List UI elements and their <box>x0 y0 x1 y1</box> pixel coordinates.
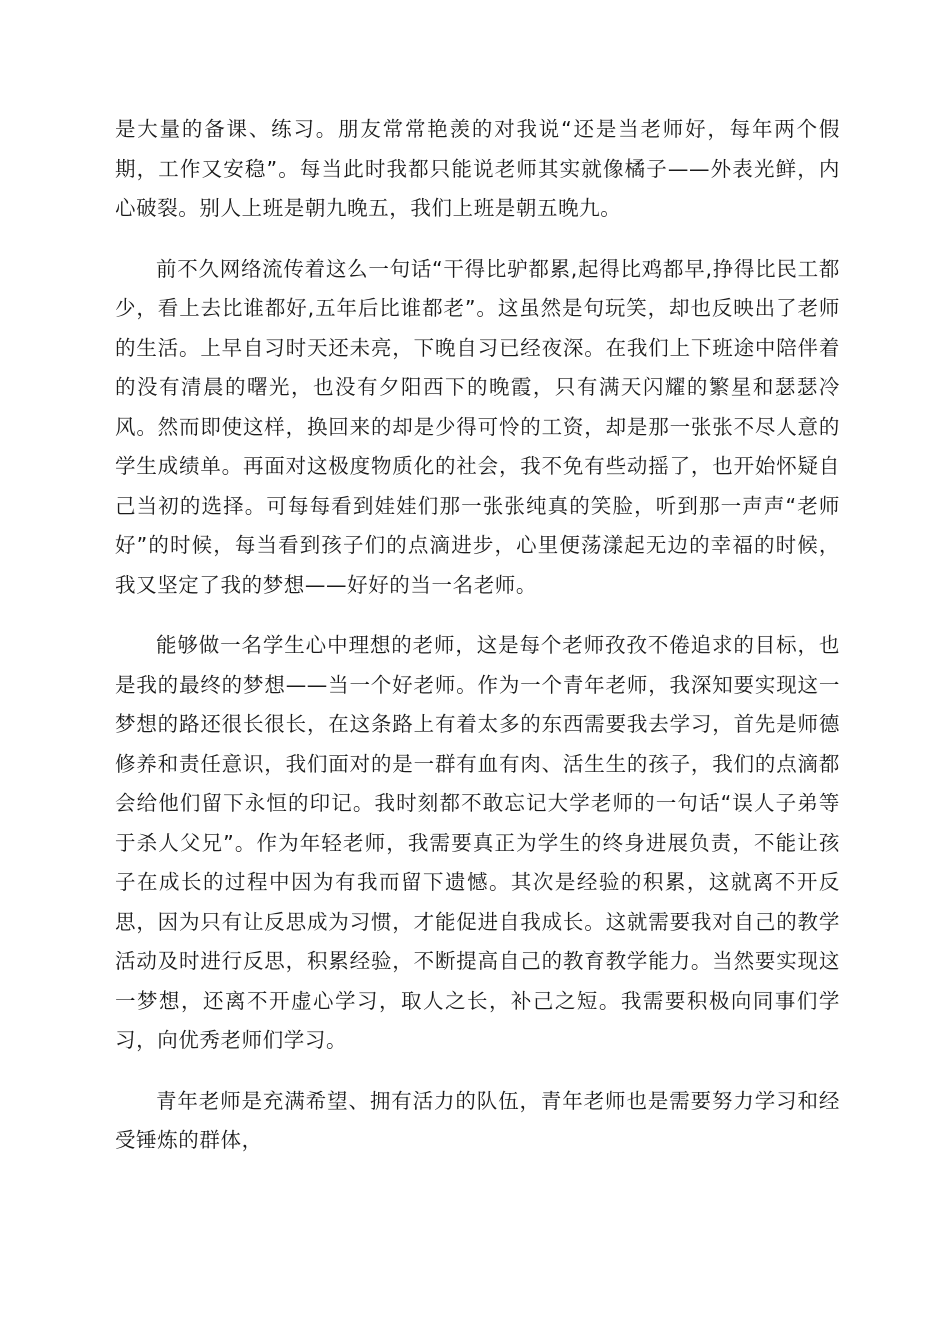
paragraph-4: 青年老师是充满希望、拥有活力的队伍，青年老师也是需要努力学习和经受锤炼的群体， <box>115 1088 840 1152</box>
paragraph-1: 是大量的备课、练习。朋友常常艳羡的对我说“还是当老师好，每年两个假期，工作又安稳”。每当此时我都只能说老师其实就像橘子——外表光鲜，内心破裂。别人上班是朝九晚五，我们上班是朝五晚九。 <box>115 117 840 220</box>
paragraph-2: 前不久网络流传着这么一句话“干得比驴都累,起得比鸡都早,挣得比民工都少，看上去比谁都好,五年后比谁都老”。这虽然是句玩笑，却也反映出了老师的生活。上早自习时天还未亮，下晚自习已经夜深。在我们上下班途中陪伴着的没有清晨的曙光，也没有夕阳西下的晚霞，只有满天闪耀的繁星和瑟瑟冷风。然而即使这样，换回来的却是少得可怜的工资，却是那一张张不尽人意的学生成绩单。再面对这极度物质化的社会，我不免有些动摇了，也开始怀疑自己当初的选择。可每每看到娃娃们那一张张纯真的笑脸，听到那一声声“老师好”的时候，每当看到孩子们的点滴进步，心里便荡漾起无边的幸福的时候，我又坚定了我的梦想——好好的当一名老师。 <box>115 256 840 597</box>
document-body <box>115 110 840 1182</box>
paragraph-3: 能够做一名学生心中理想的老师，这是每个老师孜孜不倦追求的目标，也是我的最终的梦想——当一个好老师。作为一个青年老师，我深知要实现这一梦想的路还很长很长，在这条路上有着太多的东西需要我去学习，首先是师德修养和责任意识，我们面对的是一群有血有肉、活生生的孩子，我们的点滴都会给他们留下永恒的印记。我时刻都不敢忘记大学老师的一句话“误人子弟等于杀人父兄”。作为年轻老师，我需要真正为学生的终身进展负责，不能让孩子在成长的过程中因为有我而留下遗憾。其次是经验的积累，这就离不开反思，因为只有让反思成为习惯，才能促进自我成长。这就需要我对自己的教学活动及时进行反思，积累经验，不断提高自己的教育教学能力。当然要实现这一梦想，还离不开虚心学习，取人之长，补己之短。我需要积极向同事们学习，向优秀老师们学习。 <box>115 633 840 1052</box>
